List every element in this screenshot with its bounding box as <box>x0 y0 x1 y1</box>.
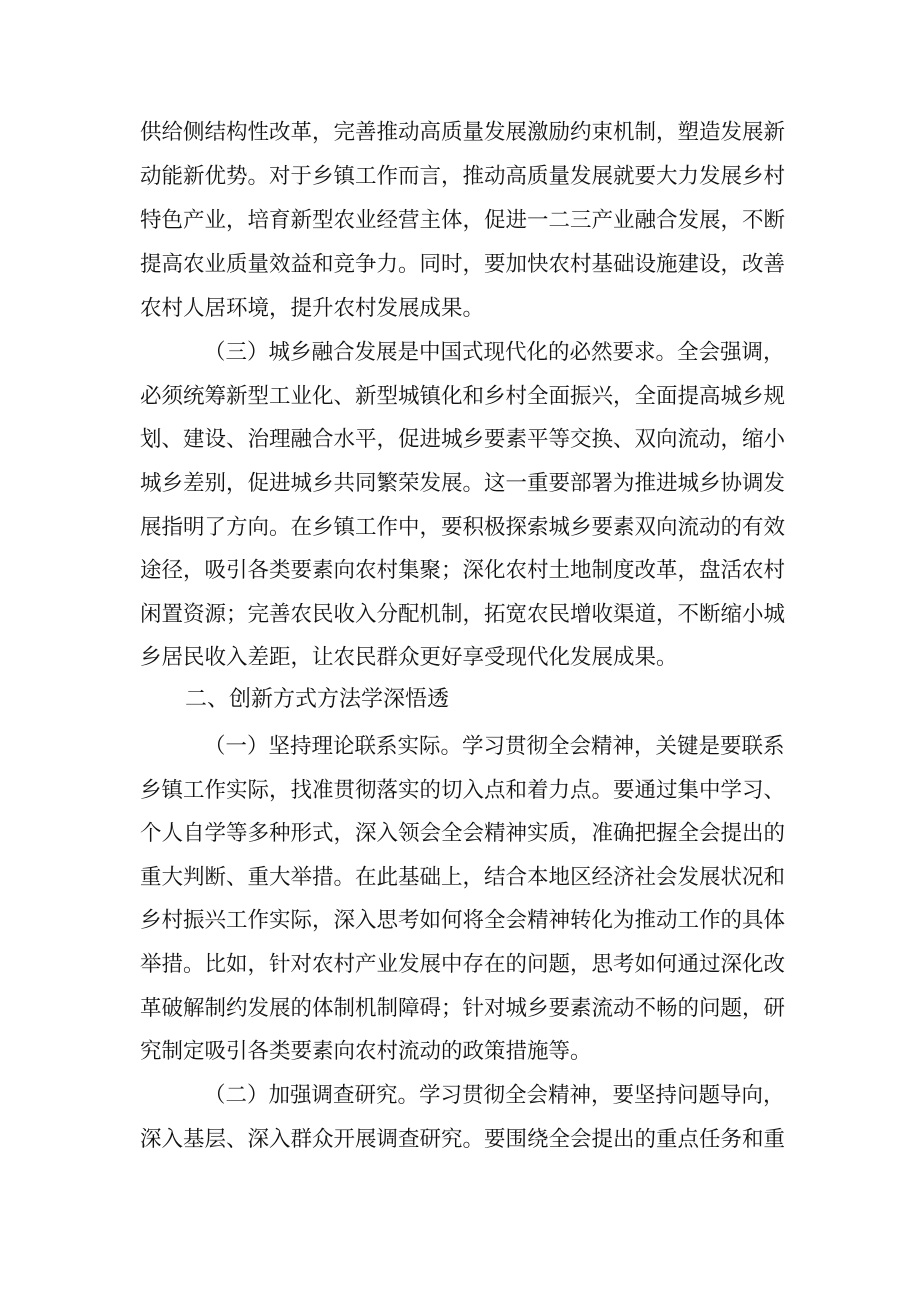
section-heading: 二、创新方式方法学深悟透 <box>185 687 450 712</box>
text-line: 提高农业质量效益和竞争力。同时，要加快农村基础设施建设，改善 <box>140 252 786 277</box>
text-line: 重大判断、重大举措。在此基础上，结合本地区经济社会发展状况和 <box>140 865 786 890</box>
text-line: （三）城乡融合发展是中国式现代化的必然要求。全会强调， <box>204 340 785 365</box>
text-line: 供给侧结构性改革，完善推动高质量发展激励约束机制，塑造发展新 <box>140 120 786 145</box>
text-line: 究制定吸引各类要素向农村流动的政策措施等。 <box>140 1039 592 1064</box>
text-line: 举措。比如，针对农村产业发展中存在的问题，思考如何通过深化改 <box>140 952 786 977</box>
text-line: 城乡差别，促进城乡共同繁荣发展。这一重要部署为推进城乡协调发 <box>140 471 786 496</box>
text-line: 乡村振兴工作实际，深入思考如何将全会精神转化为推动工作的具体 <box>140 908 786 933</box>
text-line: 个人自学等多种形式，深入领会全会精神实质，准确把握全会提出的 <box>140 821 786 846</box>
text-line: 革破解制约发展的体制机制障碍；针对城乡要素流动不畅的问题，研 <box>140 996 786 1021</box>
text-line: 乡镇工作实际，找准贯彻落实的切入点和着力点。要通过集中学习、 <box>140 778 786 803</box>
text-line: 途径，吸引各类要素向农村集聚；深化农村土地制度改革，盘活农村 <box>140 558 786 583</box>
text-line: 乡居民收入差距，让农民群众更好享受现代化发展成果。 <box>140 645 678 670</box>
text-line: 展指明了方向。在乡镇工作中，要积极探索城乡要素双向流动的有效 <box>140 515 786 540</box>
text-line: （一）坚持理论联系实际。学习贯彻全会精神，关键是要联系 <box>204 734 785 759</box>
text-line: 深入基层、深入群众开展调查研究。要围绕全会提出的重点任务和重 <box>140 1127 786 1152</box>
text-line: 划、建设、治理融合水平，促进城乡要素平等交换、双向流动，缩小 <box>140 427 786 452</box>
text-line: 农村人居环境，提升农村发展成果。 <box>140 296 485 321</box>
text-line: 必须统筹新型工业化、新型城镇化和乡村全面振兴，全面提高城乡规 <box>140 384 786 409</box>
text-line: 动能新优势。对于乡镇工作而言，推动高质量发展就要大力发展乡村 <box>140 164 786 189</box>
text-line: 闲置资源；完善农民收入分配机制，拓宽农民增收渠道，不断缩小城 <box>140 602 786 627</box>
text-line: （二）加强调查研究。学习贯彻全会精神，要坚持问题导向， <box>204 1083 785 1108</box>
text-line: 特色产业，培育新型农业经营主体，促进一二三产业融合发展，不断 <box>140 208 786 233</box>
